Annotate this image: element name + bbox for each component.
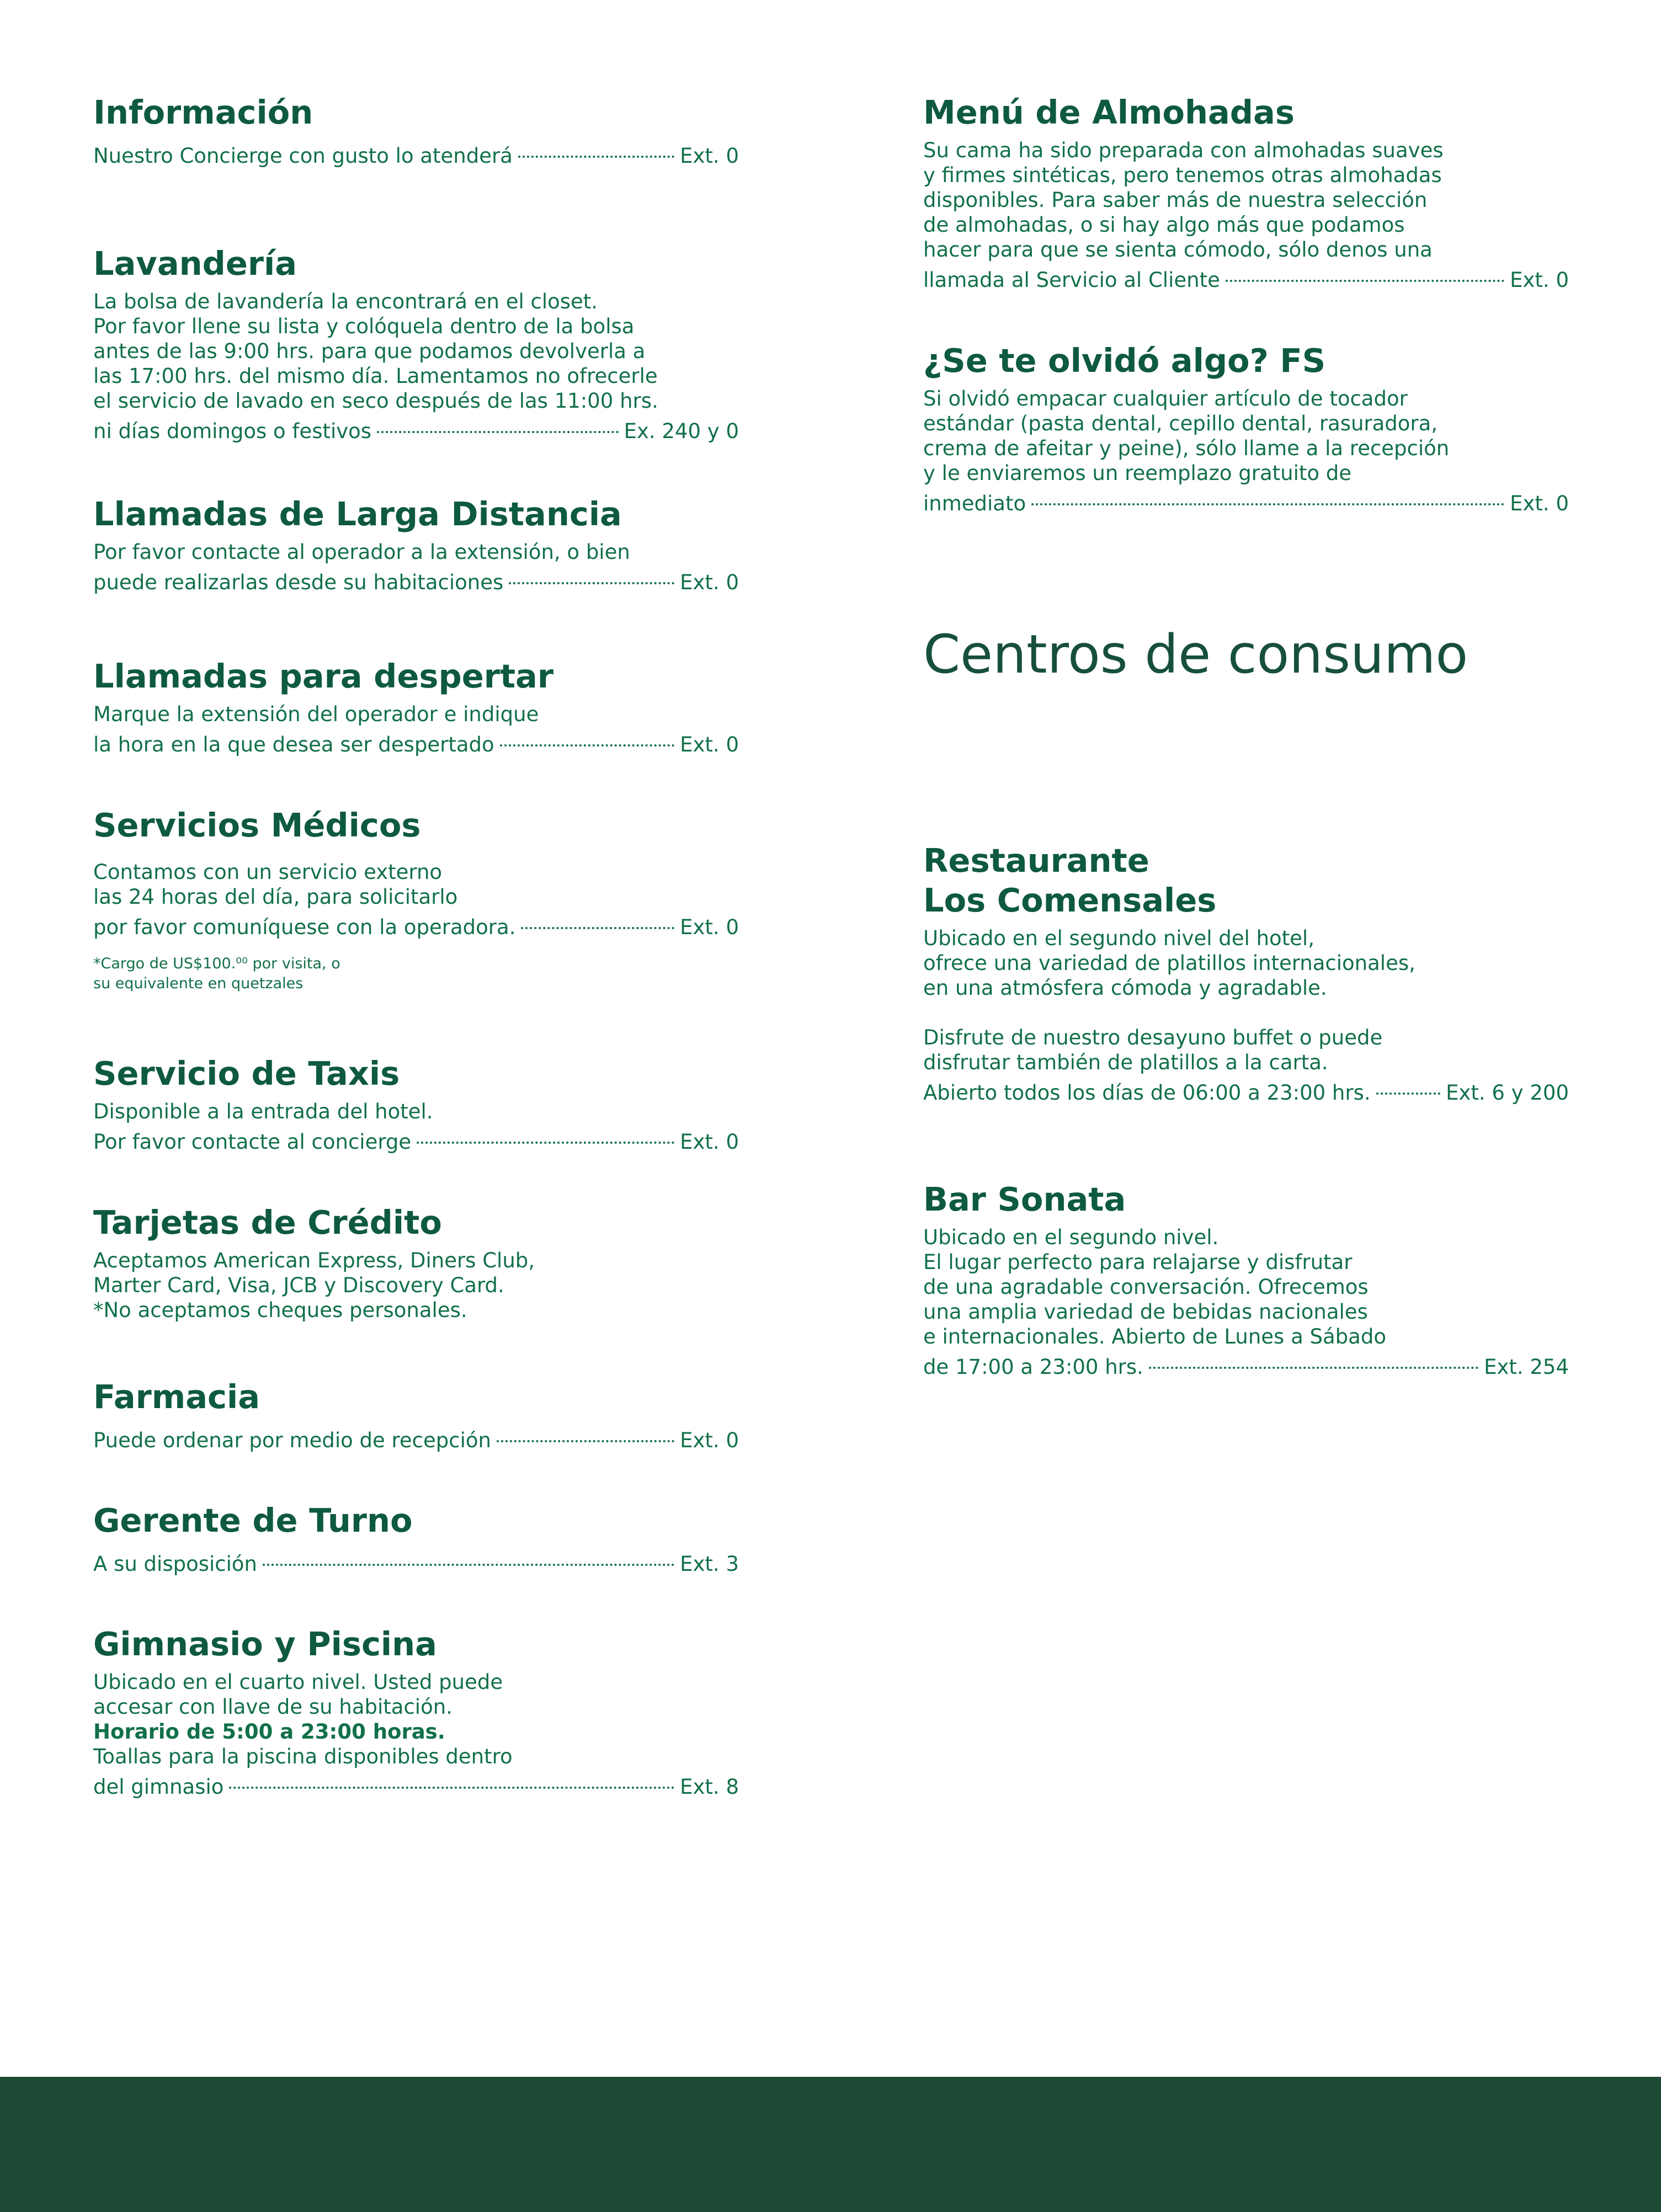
section-body: Disponible a la entrada del hotel. (93, 1100, 433, 1123)
extension-line (93, 1546, 739, 1576)
line-text: la hora en la que desea ser despertado (93, 733, 494, 756)
section-title: Información (93, 93, 313, 131)
line-text: por favor comuníquese con la operadora. (93, 915, 516, 939)
section-title: ¿Se te olvidó algo? FS (923, 342, 1326, 380)
section-restaurante (923, 841, 1569, 1105)
section-body: Contamos con un servicio externo las 24 horas del día, para solicitarlo (93, 860, 458, 909)
extension-number: Ext. 0 (680, 1429, 739, 1452)
line-text: de 17:00 a 23:00 hrs. (923, 1355, 1143, 1379)
section-body: Aceptamos American Express, Diners Club, Marter Card, Visa, JCB y Discovery Card. *No aceptamos cheques personales. (93, 1249, 535, 1322)
line-text: Por favor contacte al concierge (93, 1130, 412, 1154)
section-tarjetas (93, 1203, 739, 1323)
section-informacion (93, 93, 739, 168)
dot-leader (1031, 486, 1504, 510)
section-title: Tarjetas de Crédito (93, 1203, 442, 1241)
extension-line (93, 138, 739, 168)
line-text: ni días domingos o festivos (93, 419, 372, 443)
extension-number: Ext. 0 (680, 915, 739, 939)
section-larga-distancia (93, 494, 739, 595)
extension-number: Ext. 3 (680, 1552, 739, 1576)
section-olvido (923, 341, 1569, 516)
extension-line (93, 413, 739, 444)
extension-number: Ext. 0 (680, 144, 739, 168)
dot-leader (1226, 262, 1504, 287)
line-text: Nuestro Concierge con gusto lo atenderá (93, 144, 513, 168)
extension-number: Ext. 6 y 200 (1446, 1081, 1569, 1105)
dot-leader (263, 1546, 674, 1571)
section-title: Llamadas de Larga Distancia (93, 495, 622, 533)
extension-line (923, 1349, 1569, 1379)
section-title: Lavandería (93, 244, 297, 283)
section-body: Ubicado en el segundo nivel. El lugar perfecto para relajarse y disfrutar de una agradable conversación. Ofrecemos una amplia variedad de bebidas nacionales e internacionales. Abierto de Lunes a Sábado (923, 1225, 1386, 1348)
section-body-2: Toallas para la piscina disponibles dentro (93, 1745, 513, 1768)
line-text: llamada al Servicio al Cliente (923, 268, 1220, 292)
dot-leader (521, 909, 674, 934)
extension-line (923, 1075, 1569, 1105)
extension-line (93, 727, 739, 757)
dot-leader (1149, 1349, 1478, 1374)
extension-number: Ext. 0 (1510, 492, 1569, 515)
dot-leader (518, 138, 674, 163)
section-body: Ubicado en el cuarto nivel. Usted puede accesar con llave de su habitación. (93, 1670, 503, 1719)
section-body: Su cama ha sido preparada con almohadas suaves y firmes sintéticas, pero tenemos otras almohadas disponibles. Para saber más de nuestra selección de almohadas, o si hay algo más que podamos hacer para que se sienta cómodo, sólo denos una (923, 138, 1444, 262)
section-gerente (93, 1501, 739, 1576)
section-title: Bar Sonata (923, 1180, 1126, 1218)
section-farmacia (93, 1377, 739, 1453)
line-text: del gimnasio (93, 1775, 224, 1799)
line-text: A su disposición (93, 1552, 257, 1576)
section-taxis (93, 1054, 739, 1154)
extension-line (93, 564, 739, 595)
section-title-line-1: Restaurante (923, 841, 1149, 880)
dot-leader (509, 564, 674, 589)
dot-leader (500, 727, 675, 751)
section-title: Gimnasio y Piscina (93, 1625, 437, 1663)
footnote: *Cargo de US$100.⁰⁰ por visita, o su equivalente en quetzales (93, 955, 340, 992)
section-body: Ubicado en el segundo nivel del hotel, ofrece una variedad de platillos internacionales, en una atmósfera cómoda y agradable. (923, 926, 1415, 1000)
extension-number: Ext. 0 (680, 733, 739, 756)
section-body: La bolsa de lavandería la encontrará en el closet. Por favor llene su lista y colóquela dentro de la bolsa antes de las 9:00 hrs. para que podamos devolverla a las 17:00 hrs. del mismo día. Lamentamos no ofrecerle el servicio de lavado en seco después de las 11:00 hrs. (93, 290, 658, 413)
dot-leader (229, 1769, 674, 1794)
section-title-line-2: Los Comensales (923, 881, 1217, 919)
line-text: inmediato (923, 492, 1026, 515)
dot-leader (417, 1124, 674, 1149)
section-almohadas (923, 93, 1569, 292)
extension-line (93, 909, 739, 940)
extension-line (923, 262, 1569, 292)
section-body: Por favor contacte al operador a la extensión, o bien (93, 540, 630, 564)
dot-leader (377, 413, 619, 438)
extension-line (93, 1422, 739, 1453)
line-text: Abierto todos los días de 06:00 a 23:00 hrs. (923, 1081, 1371, 1105)
section-bar (923, 1180, 1569, 1379)
section-medicos (93, 806, 739, 994)
extension-number: Ext. 8 (680, 1775, 739, 1799)
extension-number: Ext. 0 (680, 1130, 739, 1154)
section-body-2: Disfrute de nuestro desayuno buffet o puede disfrutar también de platillos a la carta. (923, 1026, 1383, 1074)
extension-number: Ext. 0 (1510, 268, 1569, 292)
section-body: Marque la extensión del operador e indique (93, 702, 539, 726)
section-title: Servicios Médicos (93, 806, 421, 844)
schedule-line: Horario de 5:00 a 23:00 horas. (93, 1720, 445, 1744)
section-title: Servicio de Taxis (93, 1054, 400, 1092)
extension-number: Ex. 240 y 0 (624, 419, 739, 443)
section-title: Farmacia (93, 1378, 260, 1416)
section-body: Si olvidó empacar cualquier artículo de tocador estándar (pasta dental, cepillo dental, rasuradora, crema de afeitar y peine), sólo llame a la recepción y le enviaremos un reemplazo gratuito de (923, 387, 1450, 485)
section-gimnasio (93, 1624, 739, 1799)
extension-line (93, 1124, 739, 1154)
section-lavanderia (93, 244, 739, 444)
extension-line (93, 1769, 739, 1799)
extension-number: Ext. 254 (1484, 1355, 1569, 1379)
line-text: puede realizarlas desde su habitaciones (93, 571, 504, 594)
dot-leader (497, 1422, 674, 1447)
footer-bar (0, 2077, 1661, 2212)
extension-line (923, 486, 1569, 516)
line-text: Puede ordenar por medio de recepción (93, 1429, 491, 1452)
centros-heading: Centros de consumo (923, 623, 1468, 685)
section-despertar (93, 657, 739, 757)
extension-number: Ext. 0 (680, 571, 739, 594)
section-title: Gerente de Turno (93, 1501, 413, 1539)
section-title: Llamadas para despertar (93, 657, 553, 695)
dot-leader (1376, 1075, 1440, 1100)
section-title: Menú de Almohadas (923, 93, 1295, 131)
